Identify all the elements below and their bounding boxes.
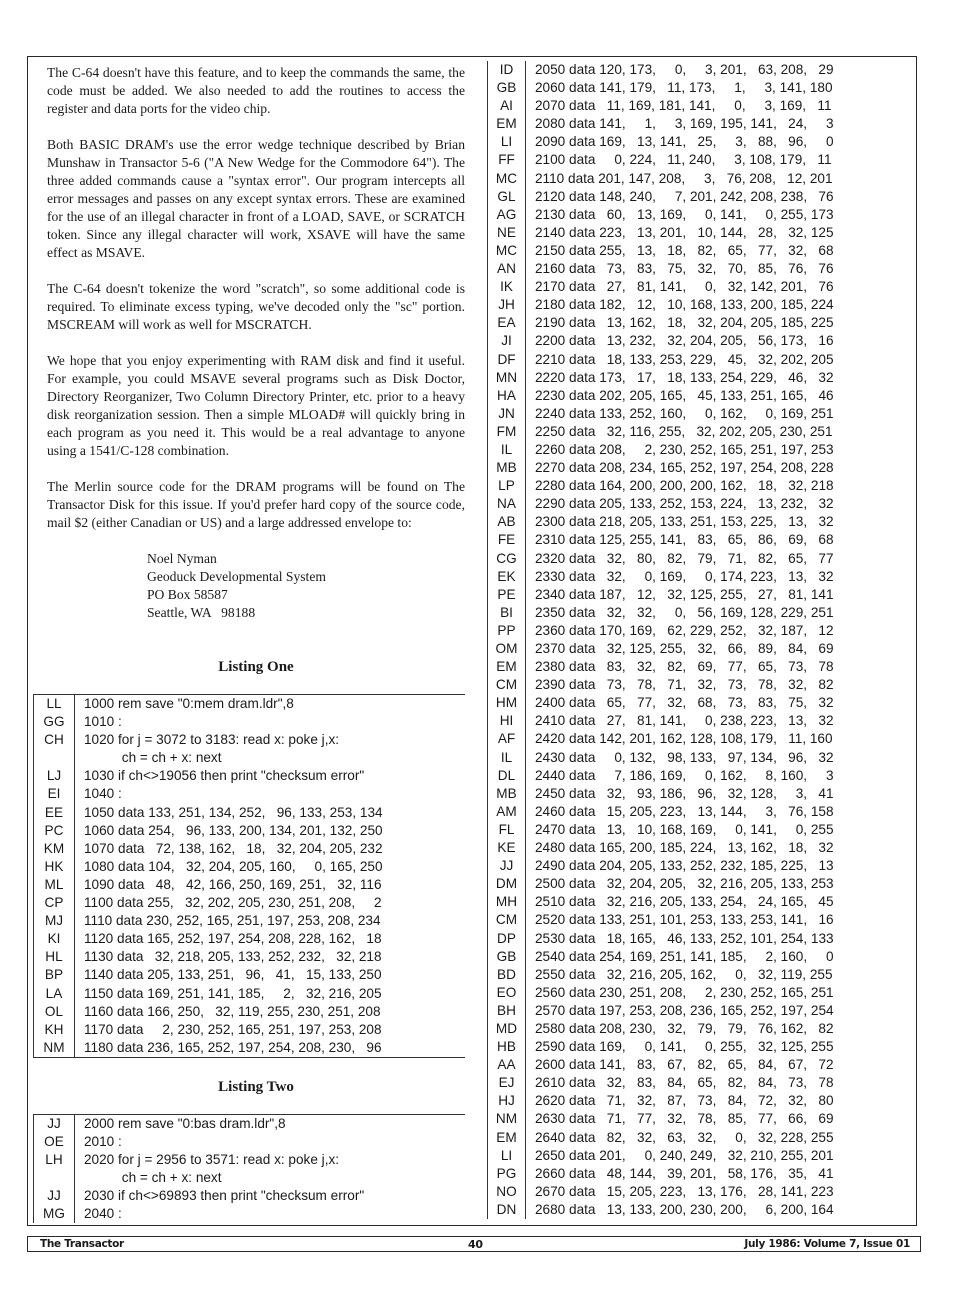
code-line — [487, 640, 907, 658]
checksum-code: HI — [487, 712, 525, 730]
basic-code: 2380 data 83, 32, 82, 69, 77, 65, 73, 78 — [525, 658, 834, 676]
code-line — [487, 875, 907, 893]
code-line — [487, 785, 907, 803]
code-line — [487, 948, 907, 966]
checksum-code: FE — [487, 531, 525, 549]
code-line — [34, 948, 465, 966]
basic-code: 2490 data 204, 205, 133, 252, 232, 185, 225, 13 — [525, 857, 834, 875]
code-line — [487, 1147, 907, 1165]
code-line — [34, 767, 465, 785]
basic-code: 2420 data 142, 201, 162, 128, 108, 179, 11, 160 — [525, 730, 833, 748]
code-line — [487, 459, 907, 477]
code-line — [34, 930, 465, 948]
basic-code: 2670 data 15, 205, 223, 13, 176, 28, 141, 223 — [525, 1183, 834, 1201]
code-line — [487, 1183, 907, 1201]
checksum-code: AN — [487, 260, 525, 278]
checksum-code: ID — [487, 61, 525, 79]
code-line — [487, 604, 907, 622]
basic-code: 2630 data 71, 77, 32, 78, 85, 77, 66, 69 — [525, 1110, 834, 1128]
basic-code: 2160 data 73, 83, 75, 32, 70, 85, 76, 76 — [525, 260, 834, 278]
code-line — [34, 1003, 465, 1021]
paragraph: The C-64 doesn't tokenize the word "scratch", so some additional code is required. To eliminate excess typing, we've decoded only the "sc" portion. MSCREAM will work as well for MSCRATCH. — [47, 281, 465, 332]
checksum-code: PP — [487, 622, 525, 640]
basic-code: 2320 data 32, 80, 82, 79, 71, 82, 65, 77 — [525, 550, 834, 568]
checksum-code: MB — [487, 785, 525, 803]
checksum-code: AI — [487, 97, 525, 115]
checksum-code: AA — [487, 1056, 525, 1074]
checksum-code: LJ — [46, 768, 62, 784]
code-line — [487, 767, 907, 785]
checksum-code: EI — [47, 786, 61, 802]
code-line — [34, 894, 465, 912]
checksum-code: GG — [43, 714, 65, 730]
checksum-code: JI — [487, 332, 525, 350]
code-line — [34, 985, 465, 1003]
basic-code: 1010 : — [74, 713, 122, 731]
basic-code: 2050 data 120, 173, 0, 3, 201, 63, 208, 29 — [525, 61, 834, 79]
checksum-code: DF — [487, 351, 525, 369]
basic-code: 2520 data 133, 251, 101, 253, 133, 253, 141, 16 — [525, 911, 834, 929]
code-line — [487, 97, 907, 115]
issue-info: July 1986: Volume 7, Issue 01 — [744, 1238, 910, 1250]
checksum-code: DM — [487, 875, 525, 893]
checksum-code: BP — [44, 967, 64, 983]
basic-code: 2350 data 32, 32, 0, 56, 169, 128, 229, 251 — [525, 604, 834, 622]
code-line — [487, 278, 907, 296]
code-line — [487, 803, 907, 821]
code-line — [487, 133, 907, 151]
paragraph: The C-64 doesn't have this feature, and to keep the commands the same, the code must be added. We also needed to add the routines to access the register and data ports for the video chip. — [47, 65, 465, 116]
page-footer — [27, 1236, 921, 1252]
checksum-code: FF — [487, 151, 525, 169]
checksum-code: AM — [487, 803, 525, 821]
code-line — [487, 296, 907, 314]
code-line — [487, 423, 907, 441]
checksum-code: EM — [487, 1129, 525, 1147]
code-line — [487, 477, 907, 495]
basic-code: 2220 data 173, 17, 18, 133, 254, 229, 46, 32 — [525, 369, 834, 387]
checksum-code: NA — [487, 495, 525, 513]
basic-code: 2040 : — [74, 1205, 122, 1223]
basic-code: 2180 data 182, 12, 10, 168, 133, 200, 185, 224 — [525, 296, 834, 314]
checksum-code: MB — [487, 459, 525, 477]
code-line — [487, 857, 907, 875]
code-line — [487, 930, 907, 948]
basic-code: 2300 data 218, 205, 133, 251, 153, 225, 13, 32 — [525, 513, 834, 531]
code-line — [487, 658, 907, 676]
checksum-code: HA — [487, 387, 525, 405]
code-line — [487, 351, 907, 369]
code-line — [34, 912, 465, 930]
basic-code: 2440 data 7, 186, 169, 0, 162, 8, 160, 3 — [525, 767, 834, 785]
checksum-code: FM — [487, 423, 525, 441]
basic-code: 2650 data 201, 0, 240, 249, 32, 210, 255, 201 — [525, 1147, 834, 1165]
basic-code: 2240 data 133, 252, 160, 0, 162, 0, 169, 251 — [525, 405, 834, 423]
checksum-code: PE — [487, 586, 525, 604]
checksum-code: MN — [487, 369, 525, 387]
basic-code: 2190 data 13, 162, 18, 32, 204, 205, 185, 225 — [525, 314, 834, 332]
checksum-code: IK — [487, 278, 525, 296]
checksum-code: DP — [487, 930, 525, 948]
code-line — [34, 1151, 465, 1169]
checksum-code: HJ — [487, 1092, 525, 1110]
checksum-code: LA — [45, 985, 63, 1001]
code-line — [487, 1074, 907, 1092]
checksum-code: LH — [45, 1152, 63, 1168]
basic-code: 1070 data 72, 138, 162, 18, 32, 204, 205, 232 — [74, 840, 383, 858]
code-line — [487, 332, 907, 350]
code-line — [487, 984, 907, 1002]
basic-code: 2120 data 148, 240, 7, 201, 242, 208, 238, 76 — [525, 188, 834, 206]
checksum-code: BH — [487, 1002, 525, 1020]
checksum-code: AB — [487, 513, 525, 531]
basic-code: 2600 data 141, 83, 67, 82, 65, 84, 67, 72 — [525, 1056, 834, 1074]
code-line — [34, 731, 465, 749]
checksum-code: MG — [43, 1206, 65, 1222]
paragraph: The Merlin source code for the DRAM programs will be found on The Transactor Disk for this issue. If you'd prefer hard copy of the source code, mail $2 (either Canadian or US) and a large addressed envelope to: — [47, 479, 465, 530]
basic-code: 2340 data 187, 12, 32, 125, 255, 27, 81, 141 — [525, 586, 834, 604]
basic-code: 1030 if ch<>19056 then print "checksum error" — [74, 767, 364, 785]
paragraph: Both BASIC DRAM's use the error wedge technique described by Brian Munshaw in Transactor 5-6 ("A New Wedge for the Commodore 64"). The three added commands cause a "syntax error". Our program intercepts all error messages and passes on any except syntax errors. These are examined for the use of an illegal character in front of a LOAD, SAVE, or SCRATCH token. Since any illegal character will work, XSAVE will have the same effect as MSAVE. — [47, 137, 465, 260]
basic-code: 2370 data 32, 125, 255, 32, 66, 89, 84, 69 — [525, 640, 834, 658]
checksum-code: EJ — [487, 1074, 525, 1092]
basic-code: 2100 data 0, 224, 11, 240, 3, 108, 179, 11 — [525, 151, 832, 169]
address-line: Seattle, WA 98188 — [147, 605, 256, 620]
code-line — [34, 804, 465, 822]
code-line — [487, 531, 907, 549]
basic-code: 2270 data 208, 234, 165, 252, 197, 254, 208, 228 — [525, 459, 834, 477]
checksum-code: AG — [487, 206, 525, 224]
mailing-address — [147, 550, 465, 622]
code-line — [487, 749, 907, 767]
checksum-code: LL — [46, 696, 62, 711]
listing-two-left-box — [33, 1114, 465, 1224]
checksum-code: NE — [487, 224, 525, 242]
code-line — [34, 840, 465, 858]
code-line — [487, 224, 907, 242]
checksum-code: BI — [487, 604, 525, 622]
basic-code: 2450 data 32, 93, 186, 96, 32, 128, 3, 41 — [525, 785, 834, 803]
basic-code: 1000 rem save "0:mem dram.ldr",8 — [74, 695, 294, 713]
code-line — [487, 441, 907, 459]
checksum-code: MJ — [44, 913, 64, 929]
checksum-code: EO — [487, 984, 525, 1002]
code-line — [34, 749, 465, 767]
basic-code: 2560 data 230, 251, 208, 2, 230, 252, 165, 251 — [525, 984, 834, 1002]
code-line — [487, 260, 907, 278]
checksum-code: MC — [487, 170, 525, 188]
checksum-code: JJ — [47, 1115, 61, 1131]
basic-code: 2090 data 169, 13, 141, 25, 3, 88, 96, 0 — [525, 133, 834, 151]
checksum-code: NM — [487, 1110, 525, 1128]
checksum-code: LI — [487, 1147, 525, 1165]
basic-code: 1050 data 133, 251, 134, 252, 96, 133, 253, 134 — [74, 804, 383, 822]
basic-code: 2430 data 0, 132, 98, 133, 97, 134, 96, 32 — [525, 749, 834, 767]
checksum-code: IL — [487, 441, 525, 459]
code-line — [487, 1110, 907, 1128]
basic-code: 2510 data 32, 216, 205, 133, 254, 24, 165, 45 — [525, 893, 834, 911]
code-line — [34, 1205, 465, 1223]
basic-code: 2620 data 71, 32, 87, 73, 84, 72, 32, 80 — [525, 1092, 834, 1110]
listing-one-title: Listing One — [218, 659, 294, 675]
checksum-code: MH — [487, 893, 525, 911]
code-line — [34, 1115, 465, 1133]
checksum-code: AF — [487, 730, 525, 748]
code-line — [487, 1038, 907, 1056]
checksum-code: IL — [487, 749, 525, 767]
code-line — [487, 188, 907, 206]
code-line — [487, 151, 907, 169]
basic-code: 2260 data 208, 2, 230, 252, 165, 251, 197, 253 — [525, 441, 834, 459]
code-line — [487, 694, 907, 712]
basic-code: 2130 data 60, 13, 169, 0, 141, 0, 255, 173 — [525, 206, 834, 224]
code-line — [487, 966, 907, 984]
basic-code: 2680 data 13, 133, 200, 230, 200, 6, 200, 164 — [525, 1201, 834, 1219]
basic-code: 2210 data 18, 133, 253, 229, 45, 32, 202, 205 — [525, 351, 834, 369]
basic-code: 1080 data 104, 32, 204, 205, 160, 0, 165, 250 — [74, 858, 383, 876]
listing-two-title: Listing Two — [218, 1078, 294, 1095]
basic-code: 2530 data 18, 165, 46, 133, 252, 101, 254, 133 — [525, 930, 834, 948]
code-line — [487, 712, 907, 730]
code-line — [487, 730, 907, 748]
checksum-code: KH — [44, 1021, 64, 1037]
right-column — [487, 61, 907, 1219]
code-line — [34, 966, 465, 984]
basic-code: 1140 data 205, 133, 251, 96, 41, 15, 133, 250 — [74, 966, 382, 984]
checksum-code: LP — [487, 477, 525, 495]
checksum-code: PC — [44, 822, 64, 838]
checksum-code: BD — [487, 966, 525, 984]
basic-code: 2150 data 255, 13, 18, 82, 65, 77, 32, 68 — [525, 242, 834, 260]
basic-code: 2610 data 32, 83, 84, 65, 82, 84, 73, 78 — [525, 1074, 834, 1092]
listing-one-box — [33, 694, 465, 1058]
code-line — [34, 1039, 465, 1057]
code-line — [487, 61, 907, 79]
left-column — [43, 64, 465, 1223]
code-line — [487, 314, 907, 332]
code-line — [487, 115, 907, 133]
checksum-code: FL — [487, 821, 525, 839]
checksum-code: EM — [487, 115, 525, 133]
basic-code: 2070 data 11, 169, 181, 141, 0, 3, 169, 11 — [525, 97, 832, 115]
basic-code: 2590 data 169, 0, 141, 0, 255, 32, 125, 255 — [525, 1038, 834, 1056]
code-line — [487, 513, 907, 531]
basic-code: 2410 data 27, 81, 141, 0, 238, 223, 13, 32 — [525, 712, 834, 730]
basic-code: 2080 data 141, 1, 3, 169, 195, 141, 24, 3 — [525, 115, 834, 133]
checksum-code: CM — [487, 676, 525, 694]
code-line — [487, 586, 907, 604]
checksum-code: KE — [487, 839, 525, 857]
basic-code: 2480 data 165, 200, 185, 224, 13, 162, 18, 32 — [525, 839, 834, 857]
checksum-code: GL — [487, 188, 525, 206]
code-line — [34, 1169, 465, 1187]
checksum-code: JH — [487, 296, 525, 314]
basic-code: 2290 data 205, 133, 252, 153, 224, 13, 232, 32 — [525, 495, 834, 513]
basic-code: 1040 : — [74, 785, 122, 803]
basic-code: 2170 data 27, 81, 141, 0, 32, 142, 201, 76 — [525, 278, 834, 296]
checksum-code: GB — [487, 948, 525, 966]
checksum-code: MD — [487, 1020, 525, 1038]
paragraph: We hope that you enjoy experimenting with RAM disk and find it useful. For example, you could MSAVE several programs such as Disk Doctor, Directory Reorganizer, Two Column Directory Printer, etc. prior to a heavy disk reorganization session. Then a simple MLOAD# will quickly bring in each program as you need it. This would be a real advantage to anyone using a 1541/C-128 combination. — [47, 353, 465, 458]
basic-code: 2200 data 13, 232, 32, 204, 205, 56, 173, 16 — [525, 332, 834, 350]
code-line — [487, 79, 907, 97]
code-line — [34, 822, 465, 840]
basic-code: 2030 if ch<>69893 then print "checksum error" — [74, 1187, 364, 1205]
code-line — [487, 1002, 907, 1020]
code-line — [487, 911, 907, 929]
code-line — [487, 676, 907, 694]
basic-code: 2280 data 164, 200, 200, 200, 162, 18, 32, 218 — [525, 477, 834, 495]
code-line — [34, 858, 465, 876]
checksum-code: EM — [487, 658, 525, 676]
code-line — [487, 893, 907, 911]
basic-code: 1150 data 169, 251, 141, 185, 2, 32, 216, 205 — [74, 985, 382, 1003]
code-line — [487, 568, 907, 586]
code-line — [487, 1165, 907, 1183]
checksum-code: KM — [43, 840, 65, 856]
code-line — [34, 695, 465, 713]
checksum-code: OL — [44, 1003, 64, 1019]
code-line — [487, 839, 907, 857]
checksum-code — [34, 749, 74, 767]
checksum-code: HK — [44, 858, 64, 874]
code-line — [487, 495, 907, 513]
checksum-code: CG — [487, 550, 525, 568]
code-line — [34, 1187, 465, 1205]
code-line — [487, 550, 907, 568]
checksum-code: DL — [487, 767, 525, 785]
basic-code: 1110 data 230, 252, 165, 251, 197, 253, 208, 234 — [74, 912, 381, 930]
checksum-code: HB — [487, 1038, 525, 1056]
basic-code: 2390 data 73, 78, 71, 32, 73, 78, 32, 82 — [525, 676, 834, 694]
code-line — [487, 170, 907, 188]
basic-code: 1100 data 255, 32, 202, 205, 230, 251, 208, 2 — [74, 894, 382, 912]
basic-code: 1160 data 166, 250, 32, 119, 255, 230, 251, 208 — [74, 1003, 381, 1021]
address-line: PO Box 58587 — [147, 587, 228, 602]
code-line — [487, 622, 907, 640]
code-line — [487, 1201, 907, 1219]
code-line — [487, 242, 907, 260]
basic-code: 2400 data 65, 77, 32, 68, 73, 83, 75, 32 — [525, 694, 834, 712]
code-line — [487, 405, 907, 423]
basic-code: 2110 data 201, 147, 208, 3, 76, 208, 12, 201 — [525, 170, 833, 188]
basic-code: 2570 data 197, 253, 208, 236, 165, 252, 197, 254 — [525, 1002, 834, 1020]
checksum-code: CH — [44, 732, 64, 748]
code-line — [487, 369, 907, 387]
basic-code: 2540 data 254, 169, 251, 141, 185, 2, 160, 0 — [525, 948, 834, 966]
basic-code: 2250 data 32, 116, 255, 32, 202, 205, 230, 251 — [525, 423, 833, 441]
code-line — [487, 1092, 907, 1110]
basic-code: 2010 : — [74, 1133, 122, 1151]
checksum-code: NO — [487, 1183, 525, 1201]
code-line — [487, 821, 907, 839]
basic-code: 2660 data 48, 144, 39, 201, 58, 176, 35, 41 — [525, 1165, 834, 1183]
checksum-code: JJ — [487, 857, 525, 875]
listing-two-continued — [487, 61, 907, 1219]
basic-code: 2580 data 208, 230, 32, 79, 79, 76, 162, 82 — [525, 1020, 834, 1038]
checksum-code: HM — [487, 694, 525, 712]
listing-two-part-one — [33, 1114, 465, 1224]
basic-code: 2310 data 125, 255, 141, 83, 65, 86, 69, 68 — [525, 531, 834, 549]
basic-code: 1170 data 2, 230, 252, 165, 251, 197, 253, 208 — [74, 1021, 382, 1039]
basic-code: 1130 data 32, 218, 205, 133, 252, 232, 32, 218 — [74, 948, 382, 966]
code-line — [34, 713, 465, 731]
basic-code: 1020 for j = 3072 to 3183: read x: poke j,x: — [74, 731, 339, 749]
checksum-code: KI — [47, 931, 61, 947]
checksum-code: CP — [44, 895, 64, 911]
checksum-code: GB — [487, 79, 525, 97]
checksum-code: PG — [487, 1165, 525, 1183]
address-line: Noel Nyman — [147, 551, 217, 566]
checksum-code: HL — [45, 949, 63, 965]
basic-code: 2460 data 15, 205, 223, 13, 144, 3, 76, 158 — [525, 803, 834, 821]
basic-code: 2140 data 223, 13, 201, 10, 144, 28, 32, 125 — [525, 224, 834, 242]
basic-code: ch = ch + x: next — [74, 749, 222, 767]
checksum-code: CM — [487, 911, 525, 929]
basic-code: 2550 data 32, 216, 205, 162, 0, 32, 119, 255 — [525, 966, 833, 984]
code-line — [34, 785, 465, 803]
basic-code: ch = ch + x: next — [74, 1169, 222, 1187]
code-line — [487, 1020, 907, 1038]
address-line: Geoduck Developmental System — [147, 569, 326, 584]
checksum-code: ML — [44, 876, 64, 892]
checksum-code: DN — [487, 1201, 525, 1219]
listing-one — [33, 694, 465, 1058]
checksum-code: OM — [487, 640, 525, 658]
basic-code: 2330 data 32, 0, 169, 0, 174, 223, 13, 32 — [525, 568, 834, 586]
basic-code: 2020 for j = 2956 to 3571: read x: poke j,x: — [74, 1151, 339, 1169]
basic-code: 2060 data 141, 179, 11, 173, 1, 3, 141, 180 — [525, 79, 833, 97]
basic-code: 1060 data 254, 96, 133, 200, 134, 201, 132, 250 — [74, 822, 383, 840]
basic-code: 2640 data 82, 32, 63, 32, 0, 32, 228, 255 — [525, 1129, 834, 1147]
checksum-code: MC — [487, 242, 525, 260]
code-line — [34, 1021, 465, 1039]
code-line — [34, 876, 465, 894]
checksum-code: JN — [487, 405, 525, 423]
code-line — [487, 206, 907, 224]
basic-code: 2000 rem save "0:bas dram.ldr",8 — [74, 1115, 286, 1133]
basic-code: 1120 data 165, 252, 197, 254, 208, 228, 162, 18 — [74, 930, 382, 948]
checksum-code: LI — [487, 133, 525, 151]
checksum-code: JJ — [47, 1188, 61, 1204]
checksum-code: OE — [44, 1133, 64, 1149]
code-line — [487, 1056, 907, 1074]
basic-code: 2360 data 170, 169, 62, 229, 252, 32, 187, 12 — [525, 622, 834, 640]
basic-code: 2500 data 32, 204, 205, 32, 216, 205, 133, 253 — [525, 875, 834, 893]
basic-code: 2470 data 13, 10, 168, 169, 0, 141, 0, 255 — [525, 821, 834, 839]
basic-code: 2230 data 202, 205, 165, 45, 133, 251, 165, 46 — [525, 387, 834, 405]
code-line — [34, 1133, 465, 1151]
basic-code: 1090 data 48, 42, 166, 250, 169, 251, 32, 116 — [74, 876, 382, 894]
page-number: 40 — [468, 1237, 483, 1251]
checksum-code: EA — [487, 314, 525, 332]
checksum-code: EE — [44, 804, 64, 820]
checksum-code — [34, 1169, 74, 1187]
publication-name: The Transactor — [40, 1238, 124, 1250]
checksum-code: NM — [43, 1039, 65, 1055]
basic-code: 1180 data 236, 165, 252, 197, 254, 208, 230, 96 — [74, 1039, 382, 1057]
code-line — [487, 1129, 907, 1147]
checksum-code: EK — [487, 568, 525, 586]
code-line — [487, 387, 907, 405]
